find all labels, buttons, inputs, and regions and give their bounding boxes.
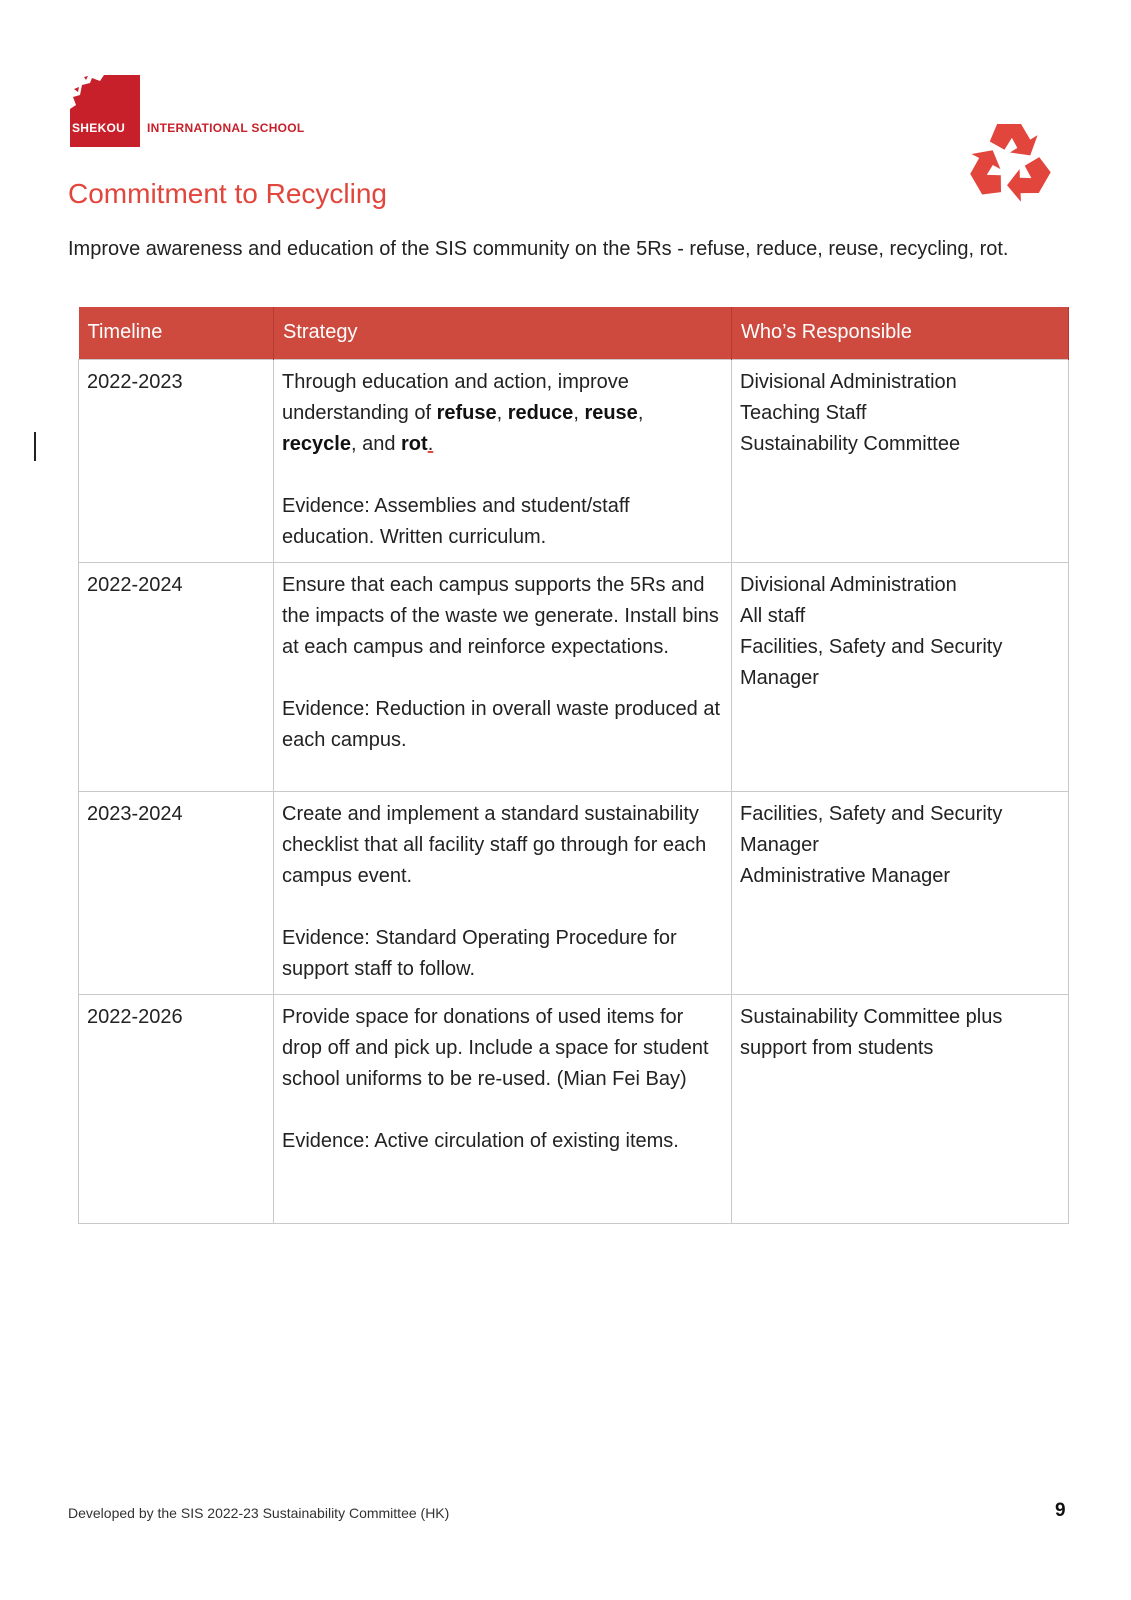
table-row (79, 791, 1069, 994)
page-title: Commitment to Recycling (68, 178, 387, 209)
table-row (79, 994, 1069, 1223)
evidence-text: Evidence: Reduction in overall waste produced at each campus. (282, 697, 721, 751)
strategy-text: Through education and action, improve understanding of refuse, reduce, reuse, recycle, and rot. (282, 370, 644, 455)
page-number: 9 (1055, 1500, 1066, 1521)
logo-emblem (70, 75, 142, 147)
responsible-line: Sustainability Committee (740, 432, 961, 455)
responsible-cell (732, 562, 1069, 791)
keyword-recycle: recycle (282, 432, 351, 455)
strategy-cell (274, 562, 732, 791)
responsible-line: Administrative Manager (740, 864, 951, 887)
footer-text: Developed by the SIS 2022-23 Sustainability Committee (HK) (68, 1505, 450, 1521)
school-logo (70, 75, 370, 150)
keyword-reduce: reduce (507, 401, 574, 424)
timeline-cell: 2023-2024 (79, 791, 274, 994)
strategy-text: Provide space for donations of used items for drop off and pick up. Include a space for student school uniforms to be re-used. (Mian Fei Bay) (282, 1005, 709, 1090)
timeline-cell: 2022-2023 (79, 359, 274, 562)
responsible-line: Facilities, Safety and Security Manager (740, 802, 1003, 856)
responsible-cell (732, 791, 1069, 994)
header-strategy: Strategy (274, 307, 732, 359)
responsible-line: Teaching Staff (740, 401, 867, 424)
evidence-text: Evidence: Assemblies and student/staff education. Written curriculum. (282, 494, 630, 548)
strategy-cell (274, 359, 732, 562)
keyword-reuse: reuse (584, 401, 638, 424)
header-timeline: Timeline (79, 307, 274, 359)
table-row (79, 359, 1069, 562)
responsible-line: Divisional Administration (740, 370, 957, 393)
logo-text-shekou: SHEKOU (72, 121, 126, 135)
strategy-text: Create and implement a standard sustainability checklist that all facility staff go through for each campus event. (282, 802, 707, 887)
header-responsible: Who’s Responsible (732, 307, 1069, 359)
responsible-cell (732, 994, 1069, 1223)
strategy-cell (274, 791, 732, 994)
timeline-cell: 2022-2024 (79, 562, 274, 791)
keyword-refuse: refuse (436, 401, 497, 424)
strategy-text: Ensure that each campus supports the 5Rs and the impacts of the waste we generate. Install bins at each campus and reinforce expectations. (282, 573, 719, 658)
strategy-cell (274, 994, 732, 1223)
intro-paragraph: Improve awareness and education of the SIS community on the 5Rs - refuse, reduce, reuse, recycling, rot. (68, 238, 1009, 260)
recycling-plan-table (78, 307, 1069, 1224)
keyword-rot: rot (401, 432, 428, 455)
responsible-line: Sustainability Committee plus support from students (740, 1005, 1003, 1059)
table-header-row (79, 307, 1069, 359)
evidence-text: Evidence: Active circulation of existing items. (282, 1129, 679, 1152)
responsible-line: Facilities, Safety and Security Manager (740, 635, 1003, 689)
responsible-cell (732, 359, 1069, 562)
responsible-line: Divisional Administration (740, 573, 957, 596)
recycle-icon (962, 113, 1058, 205)
logo-text-international-school: INTERNATIONAL SCHOOL (147, 121, 305, 135)
evidence-text: Evidence: Standard Operating Procedure for support staff to follow. (282, 926, 677, 980)
responsible-line: All staff (740, 604, 806, 627)
timeline-cell: 2022-2026 (79, 994, 274, 1223)
text-cursor (34, 432, 36, 461)
table-row (79, 562, 1069, 791)
